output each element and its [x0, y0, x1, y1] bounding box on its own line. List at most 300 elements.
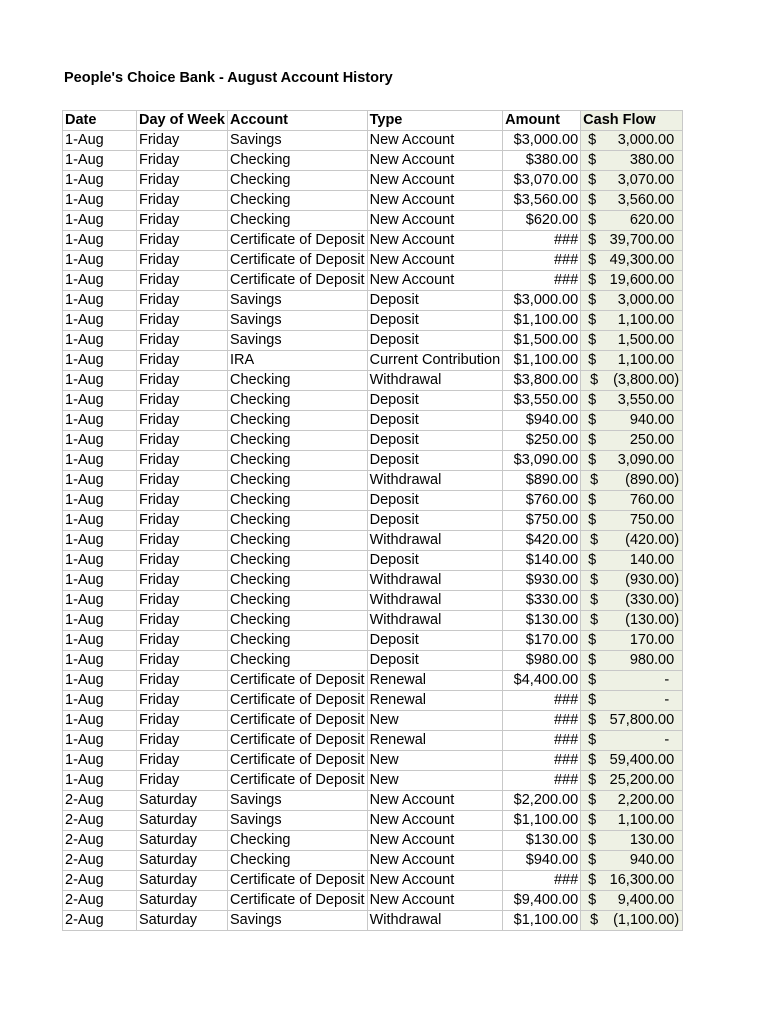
cash-flow-cell[interactable]: [581, 711, 683, 731]
day-of-week-cell[interactable]: Friday: [137, 151, 228, 171]
account-cell[interactable]: Certificate of Deposit: [228, 871, 368, 891]
cash-flow-cell[interactable]: [581, 871, 683, 891]
day-of-week-cell[interactable]: Friday: [137, 571, 228, 591]
day-of-week-cell[interactable]: Friday: [137, 271, 228, 291]
header-day-of-week[interactable]: Day of Week: [137, 111, 228, 131]
day-of-week-cell[interactable]: Friday: [137, 491, 228, 511]
cash-flow-cell[interactable]: [581, 351, 683, 371]
currency-symbol: $: [588, 632, 597, 648]
account-cell[interactable]: Checking: [228, 411, 368, 431]
date-cell[interactable]: 1-Aug: [63, 651, 137, 671]
cash-flow-value: [583, 471, 680, 490]
day-of-week-cell[interactable]: Friday: [137, 771, 228, 791]
cash-flow-cell[interactable]: [581, 671, 683, 691]
date-cell[interactable]: 1-Aug: [63, 711, 137, 731]
day-of-week-cell[interactable]: Saturday: [137, 871, 228, 891]
date-cell[interactable]: 1-Aug: [63, 591, 137, 611]
currency-symbol: $: [588, 392, 597, 408]
date-cell[interactable]: 1-Aug: [63, 631, 137, 651]
amount-cell[interactable]: $940.00: [503, 851, 581, 871]
date-cell[interactable]: 1-Aug: [63, 211, 137, 231]
currency-symbol: $: [588, 272, 597, 288]
account-cell[interactable]: Certificate of Deposit: [228, 771, 368, 791]
type-cell[interactable]: Deposit: [367, 551, 503, 571]
date-cell[interactable]: 1-Aug: [63, 771, 137, 791]
currency-symbol: $: [588, 852, 597, 868]
amount-cell[interactable]: $3,560.00: [503, 191, 581, 211]
account-cell[interactable]: Certificate of Deposit: [228, 711, 368, 731]
cash-flow-cell[interactable]: [581, 251, 683, 271]
date-cell[interactable]: 1-Aug: [63, 411, 137, 431]
currency-symbol: $: [588, 292, 597, 308]
cash-flow-cell[interactable]: [581, 571, 683, 591]
cash-flow-cell[interactable]: [581, 531, 683, 551]
amount-cell[interactable]: $2,200.00: [503, 791, 581, 811]
day-of-week-cell[interactable]: Friday: [137, 471, 228, 491]
account-cell[interactable]: Checking: [228, 491, 368, 511]
date-cell[interactable]: 1-Aug: [63, 491, 137, 511]
date-cell[interactable]: 1-Aug: [63, 431, 137, 451]
account-cell[interactable]: Checking: [228, 471, 368, 491]
date-cell[interactable]: 1-Aug: [63, 191, 137, 211]
account-cell[interactable]: Checking: [228, 831, 368, 851]
cash-flow-cell[interactable]: [581, 231, 683, 251]
type-cell[interactable]: Deposit: [367, 311, 503, 331]
currency-symbol: $: [588, 132, 597, 148]
account-cell[interactable]: Certificate of Deposit: [228, 731, 368, 751]
amount-cell[interactable]: ###: [503, 731, 581, 751]
type-cell[interactable]: Withdrawal: [367, 591, 503, 611]
cash-flow-amount: (3,800.00): [613, 372, 680, 388]
type-cell[interactable]: Renewal: [367, 671, 503, 691]
header-cash-flow[interactable]: Cash Flow: [581, 111, 683, 131]
cash-flow-cell[interactable]: [581, 291, 683, 311]
cash-flow-amount: 750.00: [629, 512, 675, 528]
currency-symbol: $: [588, 432, 597, 448]
date-cell[interactable]: 1-Aug: [63, 231, 137, 251]
amount-cell[interactable]: $3,000.00: [503, 291, 581, 311]
currency-symbol: $: [590, 612, 599, 628]
cash-flow-cell[interactable]: [581, 551, 683, 571]
amount-cell[interactable]: $250.00: [503, 431, 581, 451]
amount-cell[interactable]: ###: [503, 251, 581, 271]
type-cell[interactable]: Withdrawal: [367, 611, 503, 631]
amount-cell[interactable]: ###: [503, 751, 581, 771]
amount-cell[interactable]: $3,000.00: [503, 131, 581, 151]
account-cell[interactable]: Checking: [228, 531, 368, 551]
date-cell[interactable]: 2-Aug: [63, 791, 137, 811]
date-cell[interactable]: 2-Aug: [63, 871, 137, 891]
type-cell[interactable]: New Account: [367, 151, 503, 171]
cash-flow-cell[interactable]: [581, 791, 683, 811]
day-of-week-cell[interactable]: Saturday: [137, 811, 228, 831]
account-cell[interactable]: Savings: [228, 811, 368, 831]
date-cell[interactable]: 1-Aug: [63, 551, 137, 571]
date-cell[interactable]: 1-Aug: [63, 611, 137, 631]
day-of-week-cell[interactable]: Friday: [137, 731, 228, 751]
cash-flow-cell[interactable]: [581, 691, 683, 711]
amount-cell[interactable]: $3,070.00: [503, 171, 581, 191]
day-of-week-cell[interactable]: Friday: [137, 311, 228, 331]
type-cell[interactable]: New Account: [367, 891, 503, 911]
type-cell[interactable]: New Account: [367, 231, 503, 251]
amount-cell[interactable]: $750.00: [503, 511, 581, 531]
date-cell[interactable]: 1-Aug: [63, 691, 137, 711]
amount-cell[interactable]: $620.00: [503, 211, 581, 231]
cash-flow-cell[interactable]: [581, 771, 683, 791]
date-cell[interactable]: 1-Aug: [63, 171, 137, 191]
cash-flow-value: [583, 511, 680, 530]
type-cell[interactable]: Deposit: [367, 291, 503, 311]
cash-flow-cell[interactable]: [581, 371, 683, 391]
day-of-week-cell[interactable]: Friday: [137, 691, 228, 711]
table-row: [63, 431, 683, 451]
cash-flow-value: [583, 251, 680, 270]
amount-cell[interactable]: $4,400.00: [503, 671, 581, 691]
cash-flow-value: [583, 491, 680, 510]
amount-cell[interactable]: $420.00: [503, 531, 581, 551]
account-cell[interactable]: Certificate of Deposit: [228, 671, 368, 691]
day-of-week-cell[interactable]: Friday: [137, 531, 228, 551]
cash-flow-amount: 3,000.00: [617, 292, 675, 308]
cash-flow-cell[interactable]: [581, 311, 683, 331]
day-of-week-cell[interactable]: Friday: [137, 351, 228, 371]
table-row: [63, 751, 683, 771]
table-row: [63, 691, 683, 711]
day-of-week-cell[interactable]: Friday: [137, 631, 228, 651]
day-of-week-cell[interactable]: Friday: [137, 551, 228, 571]
date-cell[interactable]: 1-Aug: [63, 271, 137, 291]
type-cell[interactable]: Withdrawal: [367, 371, 503, 391]
cash-flow-value: [583, 391, 680, 410]
amount-cell[interactable]: ###: [503, 871, 581, 891]
day-of-week-cell[interactable]: Friday: [137, 431, 228, 451]
cash-flow-cell[interactable]: [581, 171, 683, 191]
table-row: [63, 411, 683, 431]
day-of-week-cell[interactable]: Saturday: [137, 911, 228, 931]
day-of-week-cell[interactable]: Saturday: [137, 851, 228, 871]
type-cell[interactable]: New Account: [367, 791, 503, 811]
amount-cell[interactable]: ###: [503, 231, 581, 251]
date-cell[interactable]: 1-Aug: [63, 511, 137, 531]
cash-flow-amount: 39,700.00: [609, 232, 675, 248]
type-cell[interactable]: Deposit: [367, 651, 503, 671]
cash-flow-amount: (130.00): [625, 612, 680, 628]
cash-flow-cell[interactable]: [581, 451, 683, 471]
cash-flow-cell[interactable]: [581, 491, 683, 511]
date-cell[interactable]: 1-Aug: [63, 131, 137, 151]
amount-cell[interactable]: $940.00: [503, 411, 581, 431]
cash-flow-value: [583, 691, 680, 710]
currency-symbol: $: [588, 792, 597, 808]
type-cell[interactable]: Deposit: [367, 431, 503, 451]
account-cell[interactable]: Savings: [228, 291, 368, 311]
type-cell[interactable]: New Account: [367, 811, 503, 831]
type-cell[interactable]: New Account: [367, 871, 503, 891]
account-cell[interactable]: Checking: [228, 431, 368, 451]
day-of-week-cell[interactable]: Saturday: [137, 831, 228, 851]
account-cell[interactable]: Checking: [228, 851, 368, 871]
type-cell[interactable]: New Account: [367, 171, 503, 191]
currency-symbol: $: [588, 252, 597, 268]
header-account[interactable]: Account: [228, 111, 368, 131]
currency-symbol: $: [588, 652, 597, 668]
account-history-table: [62, 110, 683, 931]
day-of-week-cell[interactable]: Friday: [137, 451, 228, 471]
date-cell[interactable]: 1-Aug: [63, 571, 137, 591]
type-cell[interactable]: Renewal: [367, 731, 503, 751]
cash-flow-cell[interactable]: [581, 751, 683, 771]
cash-flow-cell[interactable]: [581, 631, 683, 651]
account-cell[interactable]: Certificate of Deposit: [228, 691, 368, 711]
date-cell[interactable]: 1-Aug: [63, 671, 137, 691]
date-cell[interactable]: 1-Aug: [63, 351, 137, 371]
currency-symbol: $: [588, 732, 597, 748]
type-cell[interactable]: Withdrawal: [367, 911, 503, 931]
cash-flow-cell[interactable]: [581, 811, 683, 831]
day-of-week-cell[interactable]: Friday: [137, 171, 228, 191]
day-of-week-cell[interactable]: Friday: [137, 131, 228, 151]
type-cell[interactable]: Deposit: [367, 491, 503, 511]
account-cell[interactable]: Certificate of Deposit: [228, 271, 368, 291]
amount-cell[interactable]: $1,500.00: [503, 331, 581, 351]
account-cell[interactable]: Savings: [228, 911, 368, 931]
account-cell[interactable]: Checking: [228, 651, 368, 671]
table-row: [63, 371, 683, 391]
cash-flow-cell[interactable]: [581, 591, 683, 611]
account-cell[interactable]: IRA: [228, 351, 368, 371]
cash-flow-cell[interactable]: [581, 911, 683, 931]
cash-flow-cell[interactable]: [581, 431, 683, 451]
date-cell[interactable]: 1-Aug: [63, 731, 137, 751]
amount-cell[interactable]: $1,100.00: [503, 311, 581, 331]
amount-cell[interactable]: $890.00: [503, 471, 581, 491]
date-cell[interactable]: 1-Aug: [63, 751, 137, 771]
table-body: [63, 131, 683, 931]
account-cell[interactable]: Checking: [228, 151, 368, 171]
cash-flow-cell[interactable]: [581, 731, 683, 751]
type-cell[interactable]: Withdrawal: [367, 471, 503, 491]
date-cell[interactable]: 2-Aug: [63, 851, 137, 871]
day-of-week-cell[interactable]: Friday: [137, 231, 228, 251]
account-cell[interactable]: Checking: [228, 211, 368, 231]
account-cell[interactable]: Savings: [228, 331, 368, 351]
date-cell[interactable]: 2-Aug: [63, 911, 137, 931]
amount-cell[interactable]: ###: [503, 271, 581, 291]
cash-flow-cell[interactable]: [581, 191, 683, 211]
type-cell[interactable]: Deposit: [367, 411, 503, 431]
date-cell[interactable]: 1-Aug: [63, 531, 137, 551]
account-cell[interactable]: Savings: [228, 791, 368, 811]
cash-flow-cell[interactable]: [581, 331, 683, 351]
currency-symbol: $: [588, 412, 597, 428]
day-of-week-cell[interactable]: Friday: [137, 611, 228, 631]
day-of-week-cell[interactable]: Friday: [137, 291, 228, 311]
cash-flow-amount: (330.00): [625, 592, 680, 608]
day-of-week-cell[interactable]: Friday: [137, 711, 228, 731]
cash-flow-cell[interactable]: [581, 211, 683, 231]
day-of-week-cell[interactable]: Friday: [137, 331, 228, 351]
amount-cell[interactable]: $760.00: [503, 491, 581, 511]
amount-cell[interactable]: $330.00: [503, 591, 581, 611]
date-cell[interactable]: 1-Aug: [63, 291, 137, 311]
table-row: [63, 731, 683, 751]
cash-flow-cell[interactable]: [581, 511, 683, 531]
amount-cell[interactable]: $1,100.00: [503, 811, 581, 831]
amount-cell[interactable]: $140.00: [503, 551, 581, 571]
cash-flow-amount: 940.00: [629, 412, 675, 428]
amount-cell[interactable]: ###: [503, 691, 581, 711]
cash-flow-amount: 1,100.00: [617, 312, 675, 328]
type-cell[interactable]: New Account: [367, 131, 503, 151]
type-cell[interactable]: New: [367, 751, 503, 771]
amount-cell[interactable]: ###: [503, 771, 581, 791]
cash-flow-amount: 16,300.00: [609, 872, 675, 888]
cash-flow-cell[interactable]: [581, 651, 683, 671]
day-of-week-cell[interactable]: Friday: [137, 191, 228, 211]
date-cell[interactable]: 1-Aug: [63, 151, 137, 171]
cash-flow-value: [583, 611, 680, 630]
type-cell[interactable]: Deposit: [367, 511, 503, 531]
type-cell[interactable]: New Account: [367, 251, 503, 271]
account-cell[interactable]: Checking: [228, 591, 368, 611]
account-cell[interactable]: Checking: [228, 171, 368, 191]
date-cell[interactable]: 1-Aug: [63, 371, 137, 391]
cash-flow-cell[interactable]: [581, 131, 683, 151]
cash-flow-cell[interactable]: [581, 851, 683, 871]
amount-cell[interactable]: $980.00: [503, 651, 581, 671]
date-cell[interactable]: 2-Aug: [63, 891, 137, 911]
account-cell[interactable]: Checking: [228, 571, 368, 591]
day-of-week-cell[interactable]: Friday: [137, 591, 228, 611]
table-row: [63, 871, 683, 891]
table-row: [63, 711, 683, 731]
amount-cell[interactable]: $9,400.00: [503, 891, 581, 911]
cash-flow-value: [583, 571, 680, 590]
account-cell[interactable]: Checking: [228, 511, 368, 531]
currency-symbol: $: [588, 892, 597, 908]
amount-cell[interactable]: $170.00: [503, 631, 581, 651]
account-cell[interactable]: Checking: [228, 631, 368, 651]
type-cell[interactable]: Withdrawal: [367, 531, 503, 551]
cash-flow-amount: 59,400.00: [609, 752, 675, 768]
type-cell[interactable]: New: [367, 771, 503, 791]
type-cell[interactable]: Withdrawal: [367, 571, 503, 591]
type-cell[interactable]: New Account: [367, 851, 503, 871]
type-cell[interactable]: New Account: [367, 271, 503, 291]
amount-cell[interactable]: $130.00: [503, 611, 581, 631]
type-cell[interactable]: New Account: [367, 831, 503, 851]
cash-flow-amount: 620.00: [629, 212, 675, 228]
sheet-title: People's Choice Bank - August Account History: [64, 70, 393, 86]
amount-cell[interactable]: $380.00: [503, 151, 581, 171]
currency-symbol: $: [590, 592, 599, 608]
cash-flow-cell[interactable]: [581, 611, 683, 631]
type-cell[interactable]: Deposit: [367, 451, 503, 471]
day-of-week-cell[interactable]: Friday: [137, 391, 228, 411]
account-cell[interactable]: Savings: [228, 131, 368, 151]
account-cell[interactable]: Checking: [228, 191, 368, 211]
date-cell[interactable]: 1-Aug: [63, 471, 137, 491]
account-cell[interactable]: Savings: [228, 311, 368, 331]
type-cell[interactable]: Renewal: [367, 691, 503, 711]
cash-flow-cell[interactable]: [581, 831, 683, 851]
type-cell[interactable]: New: [367, 711, 503, 731]
account-cell[interactable]: Checking: [228, 391, 368, 411]
cash-flow-value: [583, 131, 680, 150]
table-row: [63, 231, 683, 251]
account-cell[interactable]: Checking: [228, 551, 368, 571]
date-cell[interactable]: 1-Aug: [63, 451, 137, 471]
cash-flow-amount: 19,600.00: [609, 272, 675, 288]
day-of-week-cell[interactable]: Friday: [137, 251, 228, 271]
cash-flow-amount: -: [664, 692, 670, 708]
amount-cell[interactable]: $130.00: [503, 831, 581, 851]
account-cell[interactable]: Checking: [228, 451, 368, 471]
day-of-week-cell[interactable]: Friday: [137, 411, 228, 431]
cash-flow-cell[interactable]: [581, 471, 683, 491]
amount-cell[interactable]: $3,550.00: [503, 391, 581, 411]
day-of-week-cell[interactable]: Friday: [137, 511, 228, 531]
cash-flow-cell[interactable]: [581, 891, 683, 911]
type-cell[interactable]: Deposit: [367, 331, 503, 351]
type-cell[interactable]: Deposit: [367, 631, 503, 651]
cash-flow-amount: 2,200.00: [617, 792, 675, 808]
amount-cell[interactable]: ###: [503, 711, 581, 731]
account-cell[interactable]: Certificate of Deposit: [228, 231, 368, 251]
day-of-week-cell[interactable]: Saturday: [137, 791, 228, 811]
cash-flow-cell[interactable]: [581, 391, 683, 411]
date-cell[interactable]: 2-Aug: [63, 811, 137, 831]
account-cell[interactable]: Checking: [228, 611, 368, 631]
cash-flow-cell[interactable]: [581, 271, 683, 291]
account-cell[interactable]: Certificate of Deposit: [228, 251, 368, 271]
day-of-week-cell[interactable]: Friday: [137, 651, 228, 671]
account-cell[interactable]: Certificate of Deposit: [228, 891, 368, 911]
cash-flow-cell[interactable]: [581, 151, 683, 171]
date-cell[interactable]: 1-Aug: [63, 331, 137, 351]
day-of-week-cell[interactable]: Friday: [137, 671, 228, 691]
header-type[interactable]: Type: [367, 111, 503, 131]
date-cell[interactable]: 1-Aug: [63, 311, 137, 331]
account-cell[interactable]: Certificate of Deposit: [228, 751, 368, 771]
amount-cell[interactable]: $1,100.00: [503, 351, 581, 371]
date-cell[interactable]: 2-Aug: [63, 831, 137, 851]
amount-cell[interactable]: $3,800.00: [503, 371, 581, 391]
day-of-week-cell[interactable]: Saturday: [137, 891, 228, 911]
table-row: [63, 831, 683, 851]
day-of-week-cell[interactable]: Friday: [137, 751, 228, 771]
type-cell[interactable]: Current Contribution: [367, 351, 503, 371]
header-date[interactable]: Date: [63, 111, 137, 131]
type-cell[interactable]: New Account: [367, 211, 503, 231]
amount-cell[interactable]: $3,090.00: [503, 451, 581, 471]
cash-flow-amount: 250.00: [629, 432, 675, 448]
account-cell[interactable]: Checking: [228, 371, 368, 391]
amount-cell[interactable]: $1,100.00: [503, 911, 581, 931]
amount-cell[interactable]: $930.00: [503, 571, 581, 591]
day-of-week-cell[interactable]: Friday: [137, 211, 228, 231]
day-of-week-cell[interactable]: Friday: [137, 371, 228, 391]
date-cell[interactable]: 1-Aug: [63, 251, 137, 271]
date-cell[interactable]: 1-Aug: [63, 391, 137, 411]
type-cell[interactable]: New Account: [367, 191, 503, 211]
type-cell[interactable]: Deposit: [367, 391, 503, 411]
header-amount[interactable]: Amount: [503, 111, 581, 131]
cash-flow-cell[interactable]: [581, 411, 683, 431]
table-row: [63, 331, 683, 351]
cash-flow-amount: 3,070.00: [617, 172, 675, 188]
